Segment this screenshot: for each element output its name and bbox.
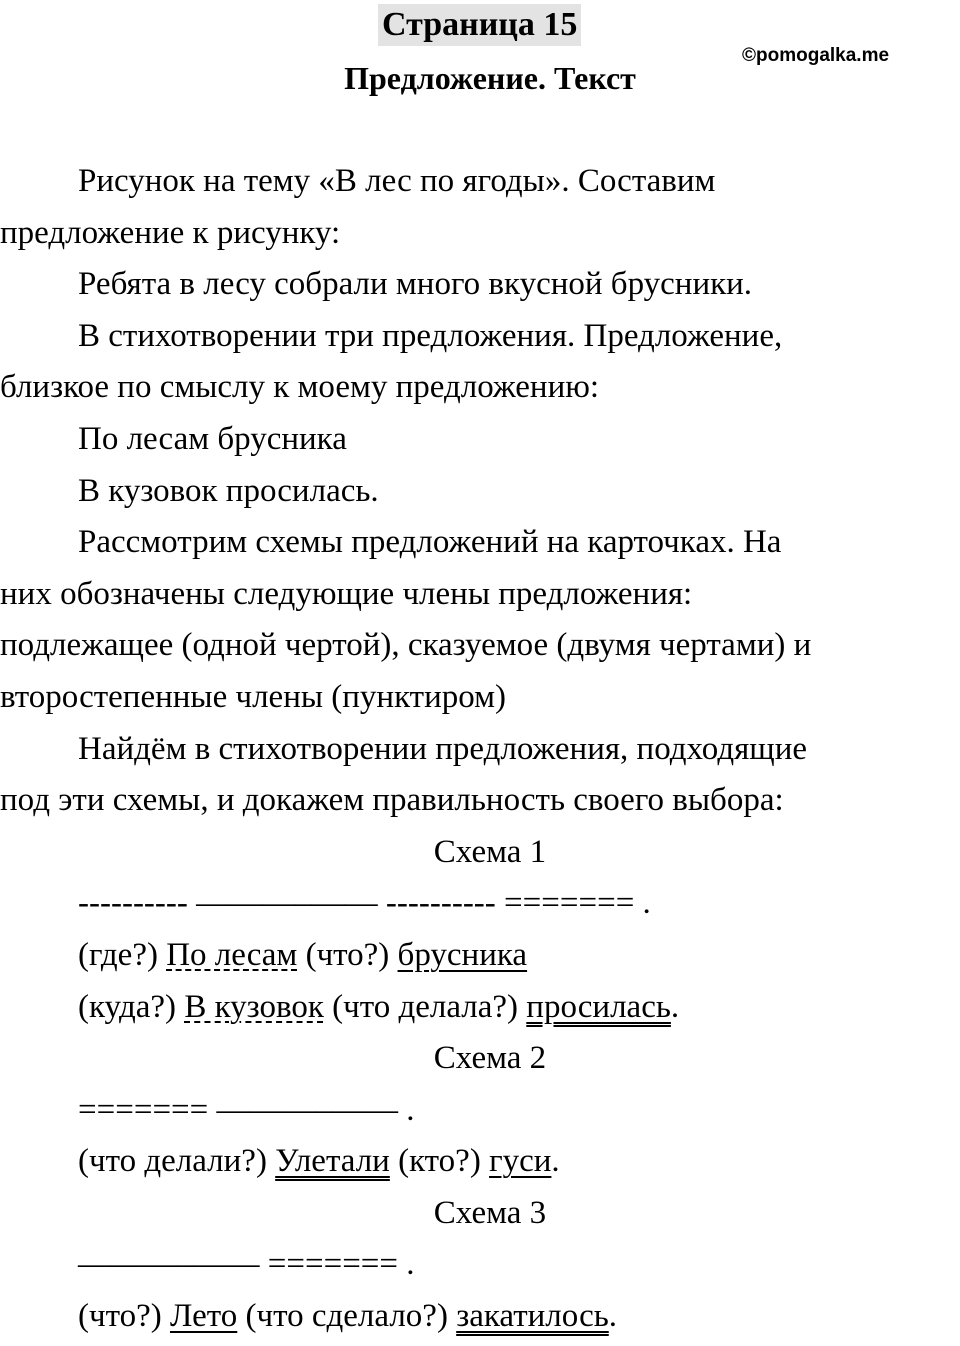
poem-line: По лесам брусника [78, 420, 347, 457]
question-text: . [551, 1143, 560, 1180]
scheme-pattern: ======= ———–—— . [78, 1091, 415, 1128]
question-text: (что?) [78, 1298, 170, 1335]
question-text: (что сделало?) [237, 1298, 457, 1335]
paragraph-line: второстепенные члены (пунктиром) [0, 678, 507, 715]
predicate-word: закатилось [456, 1298, 609, 1335]
document-body [0, 156, 960, 1343]
scheme-title: Схема 1 [433, 833, 547, 870]
scheme-example-line [0, 930, 960, 982]
paragraph-line: В стихотворении три предложения. Предложение, [78, 317, 783, 354]
paragraph-line: предложение к рисунку: [0, 214, 341, 251]
poem-line: В кузовок просилась. [78, 472, 379, 509]
subject-word: гуси [489, 1143, 552, 1180]
subject-word: Лето [169, 1298, 238, 1335]
scheme-pattern: ---------- ———–—— ---------- ======= . [78, 885, 651, 922]
predicate-word: просилась [526, 988, 671, 1025]
watermark: ©pomogalka.me [742, 45, 890, 66]
paragraph-line: Найдём в стихотворении предложения, подходящие [78, 730, 808, 767]
question-text: (что делала?) [323, 988, 527, 1025]
paragraph-line: близкое по смыслу к моему предложению: [0, 369, 600, 406]
secondary-member: По лесам [166, 936, 298, 973]
schemes-section [0, 827, 960, 1343]
paragraph-line: Ребята в лесу собрали много вкусной брусники. [78, 266, 753, 303]
question-text: (кто?) [389, 1143, 490, 1180]
scheme-title: Схема 2 [433, 1040, 547, 1077]
paragraph-line: под эти схемы, и докажем правильность своего выбора: [0, 782, 784, 819]
scheme-example-line [0, 982, 960, 1034]
paragraph-line: Рисунок на тему «В лес по ягоды». Составим [78, 163, 716, 199]
paragraph-line: подлежащее (одной чертой), сказуемое (двумя чертами) и [0, 627, 812, 664]
paragraph-line: них обозначены следующие члены предложения: [0, 575, 693, 612]
secondary-member: В кузовок [184, 988, 324, 1025]
scheme-pattern: ———–—— ======= . [78, 1246, 415, 1283]
predicate-word: Улетали [275, 1143, 390, 1180]
question-text: (что?) [297, 936, 398, 973]
question-text: (что делали?) [78, 1143, 276, 1180]
question-text: . [608, 1298, 618, 1335]
question-text: . [670, 988, 680, 1025]
scheme-title: Схема 3 [433, 1194, 547, 1231]
paragraph-line: Рассмотрим схемы предложений на карточках. На [78, 524, 782, 561]
scheme-example-line [0, 1136, 960, 1188]
subject-word: брусника [397, 936, 528, 973]
scheme-example-line [0, 1291, 960, 1343]
page-title: Страница 15 [378, 4, 581, 46]
page-subtitle: Предложение. Текст [344, 60, 636, 96]
question-text: (где?) [78, 936, 167, 973]
question-text: (куда?) [78, 988, 185, 1025]
